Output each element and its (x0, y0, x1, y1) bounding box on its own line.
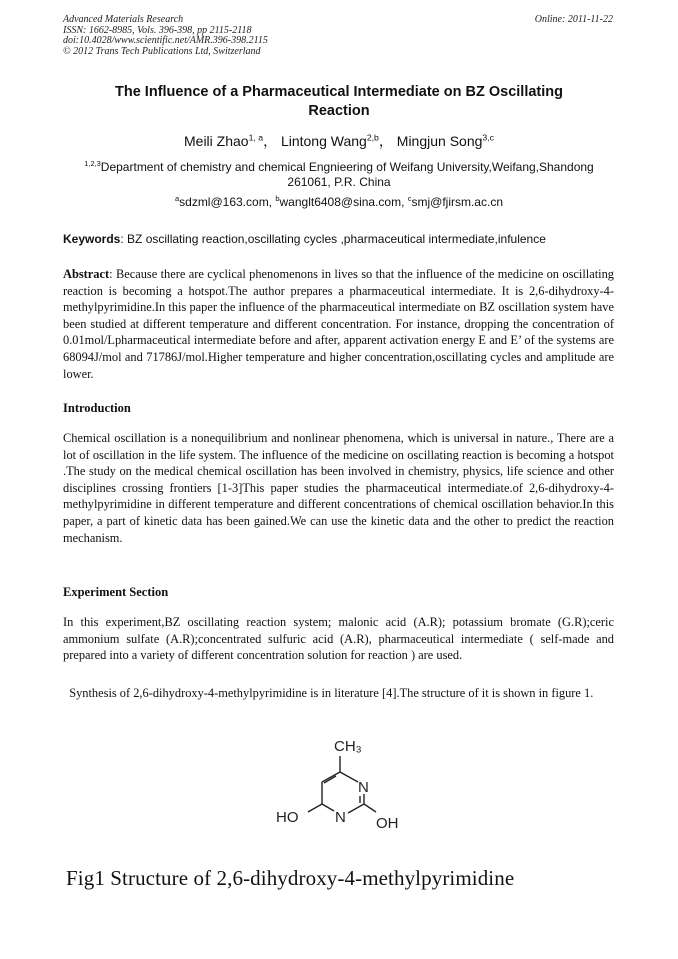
ch3-label: CH₃ (334, 738, 362, 755)
paper-title (70, 83, 608, 121)
synthesis-text: Synthesis of 2,6-dihydroxy-4-methylpyrimidine is in literature [4].The structure of it is shown in figure 1. (63, 686, 594, 700)
email-address: wanglt6408@sina.com, (279, 195, 408, 209)
keywords-text: : BZ oscillating reaction,oscillating cycles ,pharmaceutical intermediate,infulence (120, 232, 546, 246)
issn: ISSN: 1662-8985, Vols. 396-398, pp 2115-2118 (63, 24, 252, 36)
author-name: Meili Zhao (184, 133, 249, 149)
affiliation-line-1: Department of chemistry and chemical Engnieering of Weifang University,Weifang,Shandong (100, 160, 594, 174)
doi: doi:10.4028/www.scientific.net/AMR.396-398.2115 (63, 35, 268, 46)
n-label: N (335, 809, 346, 826)
introduction-text: Chemical oscillation is a nonequilibrium and nonlinear phenomena, which is universal in nature., There are a lot of oscillation in the life system. The influence of the medicine on oscillating reaction is becoming a hotspot .The study on the medical chemical oscillation has been involved in chemistry, physics, life science and other disciplines crossing frontiers [1-3]This paper studies the pharmaceutical intermediate.of 2,6-dihydroxy-4-methylpyrimidine in different temperature and different concentrations of chemical oscillation behavior.In this paper, a part of kinetic data has been gained.We can use the kinetic data and the other to predict the reaction mechanism. (63, 431, 614, 545)
affiliation (62, 160, 616, 190)
ho-label: HO (276, 809, 299, 826)
abstract (63, 266, 614, 382)
author-name: Mingjun Song (396, 133, 483, 149)
email-sup: a (175, 194, 180, 203)
n-label: N (358, 779, 369, 796)
author-list (60, 131, 618, 151)
email-address: smj@fjirsm.ac.cn (411, 195, 503, 209)
introduction-heading: Introduction (63, 401, 131, 415)
journal-name: Advanced Materials Research (63, 14, 184, 25)
keywords-label: Keywords (63, 232, 121, 246)
author-sup: 2,b (366, 132, 379, 143)
author-name: Lintong Wang (280, 133, 367, 149)
affiliation-sup: 1,2,3 (84, 159, 101, 168)
abstract-text: : Because there are cyclical phenomenons in lives so that the influence of the medicine on oscillating reaction is becoming a hotspot.The author prepares a pharmaceutical intermediate. It is 2,6-dihydroxy-4-methylpyrimidine.In this paper the influence of the pharmaceutical intermediate on BZ oscillation system have been studied at different temperature and different concentration. For instance, dropping the concentration of 0.01mol/Lpharmaceutical intermediate before and after, apparent activation energy E and E’ of the systems are 68094J/mol and 71786J/mol.Higher temperature and higher concentration,oscillating cycles and amplitude are lower. (63, 267, 614, 381)
author-sup: 1, a (248, 132, 264, 143)
author-separator: ， (378, 133, 393, 149)
figure-caption: Fig1 Structure of 2,6-dihydroxy-4-methylpyrimidine (66, 866, 515, 890)
email-sup: b (275, 194, 280, 203)
keywords (63, 232, 615, 246)
copyright: © 2012 Trans Tech Publications Ltd, Switzerland (63, 45, 261, 57)
pyrimidine-structure (262, 730, 422, 845)
title-line-2: Reaction (308, 103, 370, 119)
email-sup: c (407, 194, 412, 203)
experiment-text: In this experiment,BZ oscillating reaction system; malonic acid (A.R); potassium bromate (G.R);ceric ammonium sulfate (A.R);concentrated sulfuric acid (A.R), pharmaceutical intermediate ( self-made and prepared into a variety of different concentration solution for reaction ) are used. (63, 615, 614, 663)
online-date: Online: 2011-11-22 (534, 14, 613, 25)
author-separator: ， (263, 133, 278, 149)
title-line-1: The Influence of a Pharmaceutical Intermediate on BZ Oscillating (115, 84, 563, 100)
email-address: sdzml@163.com, (179, 195, 276, 209)
abstract-label: Abstract (63, 267, 110, 281)
experiment-heading: Experiment Section (63, 585, 169, 599)
oh-label: OH (376, 815, 399, 832)
author-sup: 3,c (482, 132, 494, 143)
email-list (62, 195, 616, 209)
affiliation-line-2: 261061, P.R. China (287, 175, 391, 189)
header-meta (63, 15, 268, 57)
